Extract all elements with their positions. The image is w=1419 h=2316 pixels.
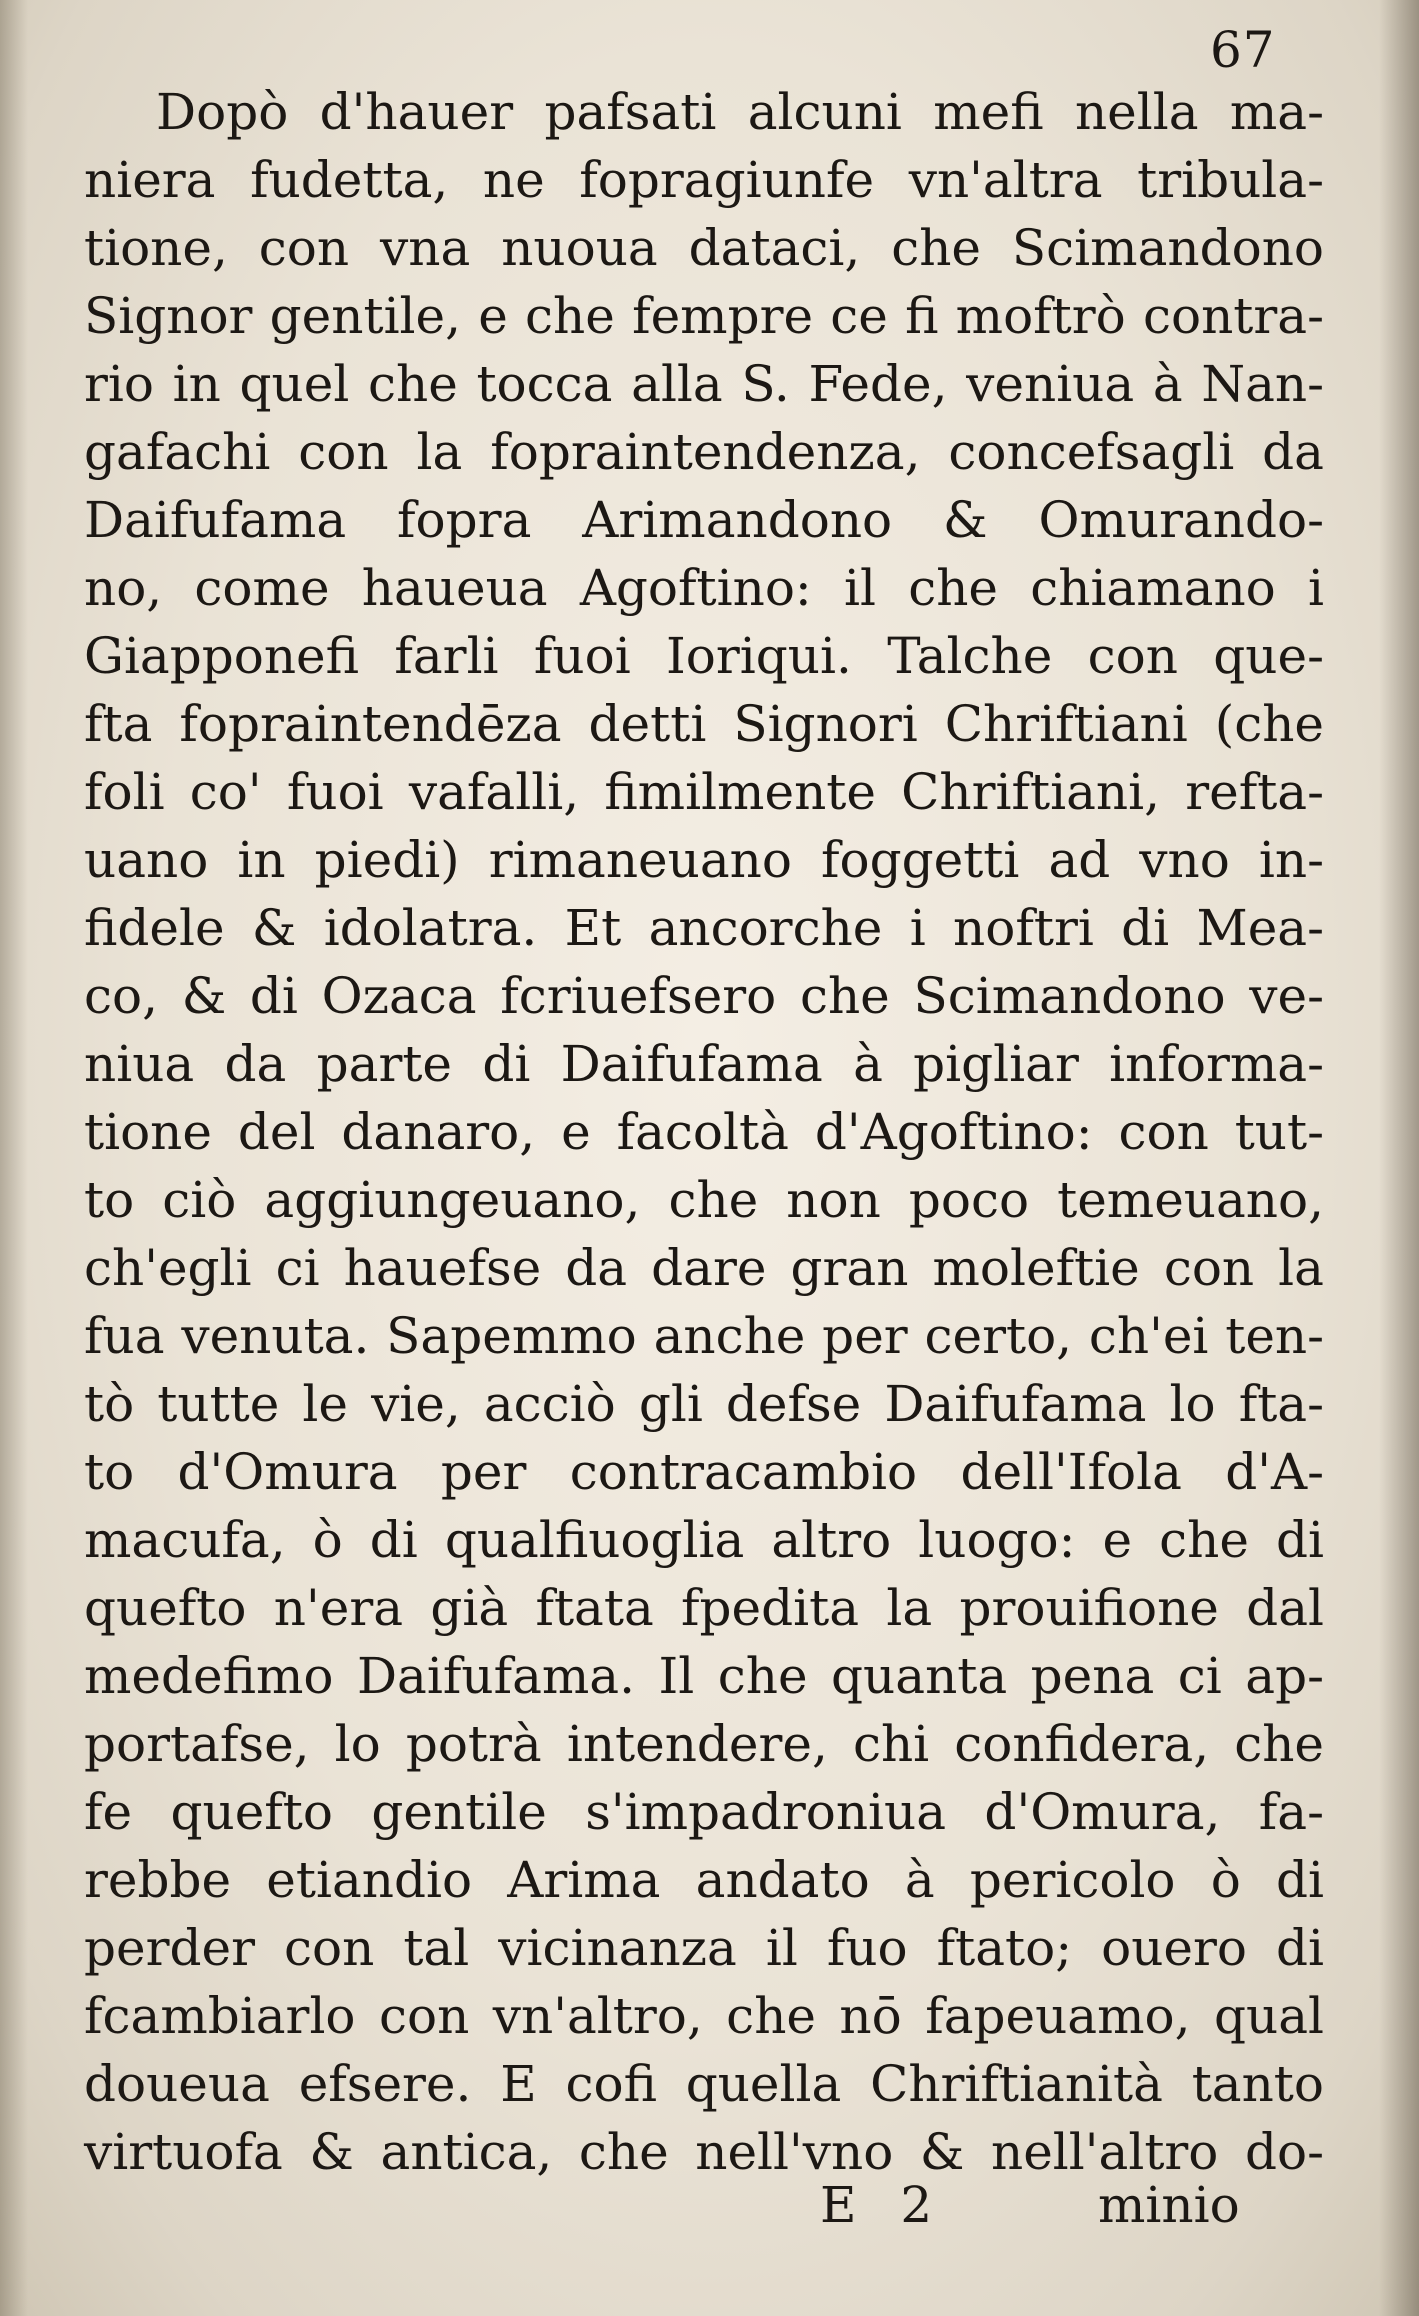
text-line: rio in quel che tocca alla S. Fede, veniua à Nan- <box>84 355 1324 413</box>
text-line: tione, con vna nuoua dataci, che Scimandono <box>84 219 1324 277</box>
text-line: tò tutte le vie, acciò gli defse Daifufama lo fta- <box>84 1375 1324 1433</box>
text-line: ch'egli ci hauefse da dare gran moleftie con la <box>84 1239 1324 1297</box>
text-line: macufa, ò di qualfiuoglia altro luogo: e che di <box>84 1511 1324 1569</box>
text-line: fta fopraintendēza detti Signori Chriftiani (che <box>84 695 1324 753</box>
text-line: Signor gentile, e che fempre ce fi moftrò contra- <box>84 287 1324 345</box>
text-line: niua da parte di Daifufama à pigliar informa- <box>84 1035 1324 1093</box>
text-line: Daifufama fopra Arimandono & Omurando- <box>84 491 1324 549</box>
text-line: to d'Omura per contracambio dell'Ifola d'A- <box>84 1443 1324 1501</box>
text-line: to ciò aggiungeuano, che non poco temeuano, <box>84 1171 1324 1229</box>
text-line: fe quefto gentile s'impadroniua d'Omura, fa- <box>84 1783 1324 1841</box>
text-line: niera fudetta, ne fopragiunfe vn'altra tribula- <box>84 151 1324 209</box>
text-line: gafachi con la fopraintendenza, concefsagli da <box>84 423 1324 481</box>
text-line: doueua efsere. E cofi quella Chriftianità tanto <box>84 2055 1324 2113</box>
text-line: fua venuta. Sapemmo anche per certo, ch'ei ten- <box>84 1307 1324 1365</box>
text-line: tione del danaro, e facoltà d'Agoftino: con tut- <box>84 1103 1324 1161</box>
body-text <box>84 78 1324 2186</box>
text-line: portafse, lo potrà intendere, chi confidera, che <box>84 1715 1324 1773</box>
text-line: uano in piedi) rimaneuano foggetti ad vno in- <box>84 831 1324 889</box>
text-line: perder con tal vicinanza il fuo ftato; ouero di <box>84 1919 1324 1977</box>
text-line: no, come haueua Agoftino: il che chiamano i <box>84 559 1324 617</box>
text-line: virtuofa & antica, che nell'vno & nell'altro do- <box>84 2123 1324 2181</box>
text-line: co, & di Ozaca fcriuefsero che Scimandono ve- <box>84 967 1324 1025</box>
catchword: minio <box>1098 2176 1240 2234</box>
text-line: foli co' fuoi vafalli, fimilmente Chriftiani, refta- <box>84 763 1324 821</box>
page-footer <box>0 2170 1419 2240</box>
page-number: 67 <box>1210 21 1276 79</box>
text-line: quefto n'era già ftata fpedita la prouifione dal <box>84 1579 1324 1637</box>
text-line: fidele & idolatra. Et ancorche i noftri di Mea- <box>84 899 1324 957</box>
signature-mark: E 2 <box>820 2176 947 2234</box>
text-line: medefimo Daifufama. Il che quanta pena ci ap- <box>84 1647 1324 1705</box>
text-line: Dopò d'hauer pafsati alcuni mefi nella ma- <box>156 83 1324 141</box>
text-line: Giapponefi farli fuoi Ioriqui. Talche con que- <box>84 627 1324 685</box>
text-line: fcambiarlo con vn'altro, che nō fapeuamo, qual <box>84 1987 1324 2045</box>
text-line: rebbe etiandio Arima andato à pericolo ò di <box>84 1851 1324 1909</box>
